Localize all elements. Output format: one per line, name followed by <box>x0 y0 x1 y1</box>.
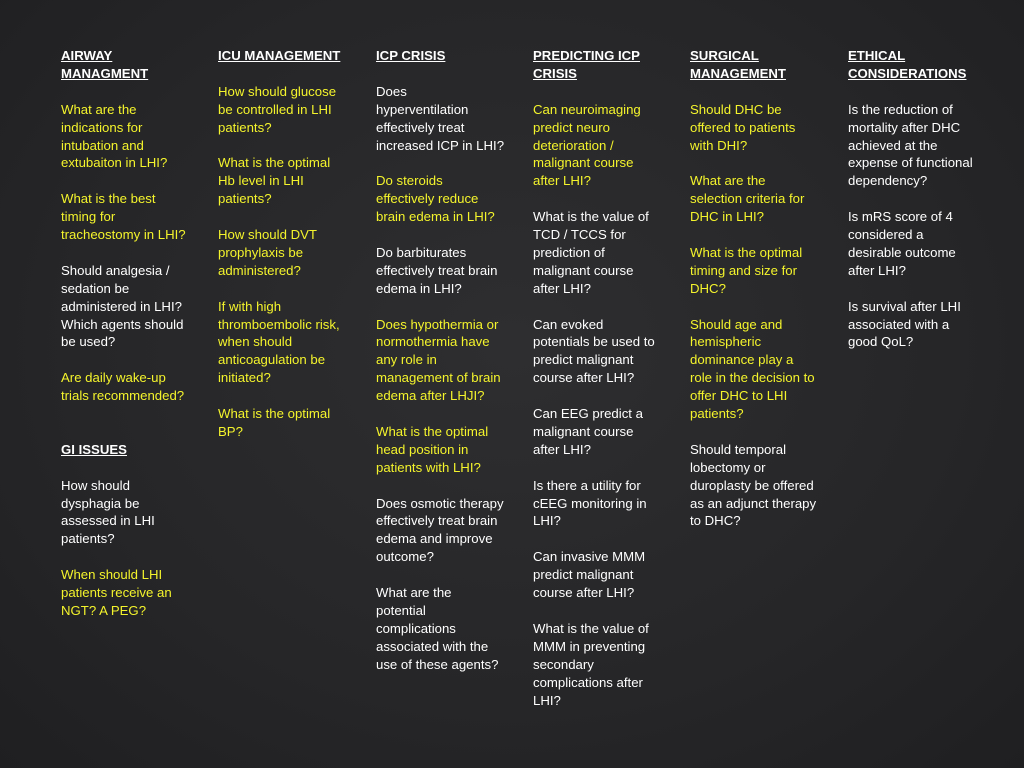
question-item: Should DHC be offered to patients with DHI? <box>690 101 796 153</box>
column-ethical-considerations <box>848 47 996 351</box>
question-item: Should analgesia / sedation be administered in LHI? Which agents should be used? <box>61 262 184 350</box>
column-surgical-management <box>690 47 838 530</box>
column-predicting-icp-crisis <box>533 47 681 709</box>
question-item: What is the optimal head position in patients with LHI? <box>376 423 489 475</box>
question-item: Should age and hemispheric dominance play a role in the decision to offer DHC to LHI patients? <box>690 316 815 422</box>
question-item: Is survival after LHI associated with a good QoL? <box>848 298 961 350</box>
question-item: Is mRS score of 4 considered a desirable outcome after LHI? <box>848 209 956 278</box>
question-item: Can invasive MMM predict malignant course after LHI? <box>533 549 646 601</box>
question-item: Does osmotic therapy effectively treat brain edema and improve outcome? <box>376 495 504 565</box>
question-item: What are the indications for intubation and extubaiton in LHI? <box>61 101 168 171</box>
column-icu-management <box>218 47 366 441</box>
question-item: What are the potential complications associated with the use of these agents? <box>376 585 499 672</box>
column-heading: SURGICAL MANAGEMENT <box>690 48 786 81</box>
question-item: What is the optimal timing and size for DHC? <box>690 244 803 296</box>
question-item: How should glucose be controlled in LHI patients? <box>218 83 337 135</box>
question-item: What is the value of TCD / TCCS for prediction of malignant course after LHI? <box>533 209 649 296</box>
question-item: When should LHI patients receive an NGT? A PEG? <box>61 567 172 618</box>
column-icp-crisis <box>376 47 524 674</box>
question-item: What is the best timing for tracheostomy in LHI? <box>61 191 186 243</box>
question-item: Does hyperventilation effectively treat increased ICP in LHI? <box>376 83 505 153</box>
question-item: Does hypothermia or normothermia have any role in management of brain edema after LHJI? <box>376 316 501 404</box>
question-item: What is the optimal Hb level in LHI patients? <box>218 155 331 207</box>
question-item: Is there a utility for cEEG monitoring in LHI? <box>533 477 647 529</box>
question-item: Should temporal lobectomy or duroplasty be offered as an adjunct therapy to DHC? <box>690 441 817 529</box>
question-item: Are daily wake-up trials recommended? <box>61 370 185 404</box>
column-heading: PREDICTING ICP CRISIS <box>533 48 640 81</box>
column-heading: AIRWAY MANAGMENT <box>61 48 149 81</box>
column-subheading: GI ISSUES <box>61 441 127 457</box>
question-item: How should DVT prophylaxis be administered? <box>218 227 317 278</box>
question-item: What are the selection criteria for DHC in LHI? <box>690 173 805 225</box>
question-item: Can evoked potentials be used to predict malignant course after LHI? <box>533 316 655 386</box>
column-heading: ICP CRISIS <box>376 48 446 63</box>
column-heading: ETHICAL CONSIDERATIONS <box>848 48 967 81</box>
question-item: Can EEG predict a malignant course after LHI? <box>533 406 643 457</box>
question-item: Do steroids effectively reduce brain edema in LHI? <box>376 173 495 225</box>
question-item: Can neuroimaging predict neuro deterioration / malignant course after LHI? <box>533 101 641 189</box>
question-item: Do barbiturates effectively treat brain edema in LHI? <box>376 244 498 296</box>
column-airway-management <box>61 47 209 620</box>
question-item: If with high thromboembolic risk, when should anticoagulation be initiated? <box>218 298 340 386</box>
question-item: What is the optimal BP? <box>218 406 331 439</box>
question-item: What is the value of MMM in preventing secondary complications after LHI? <box>533 620 649 708</box>
column-heading: ICU MANAGEMENT <box>218 48 341 63</box>
question-item: How should dysphagia be assessed in LHI patients? <box>61 477 155 547</box>
question-item: Is the reduction of mortality after DHC achieved at the expense of functional dependency? <box>848 101 973 189</box>
